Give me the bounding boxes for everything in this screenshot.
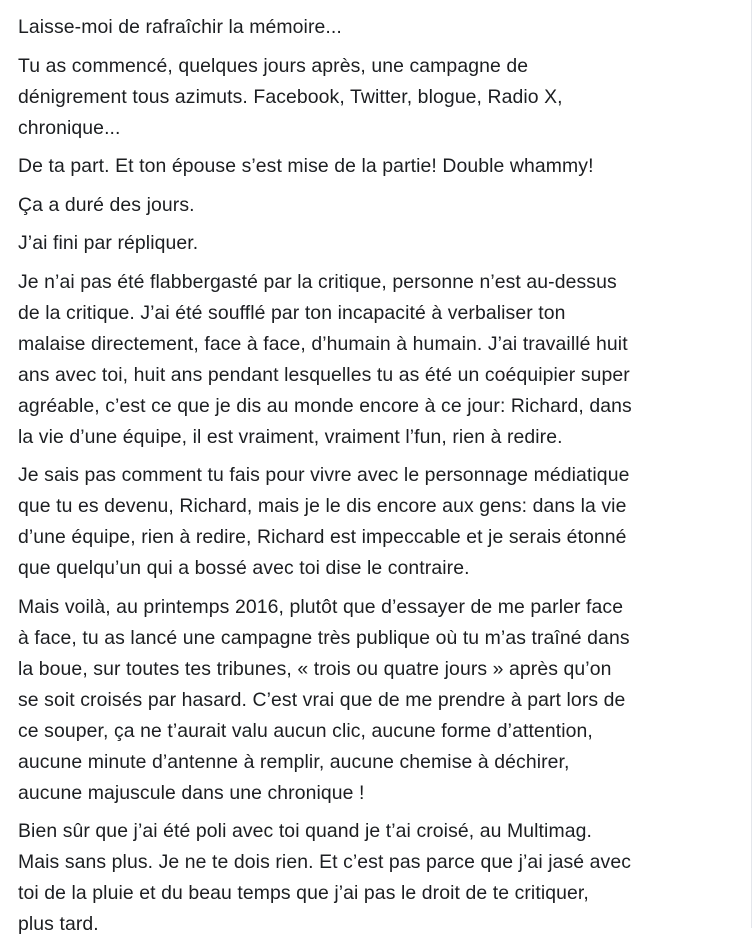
paragraph-6: Je n’ai pas été flabbergasté par la critique, personne n’est au-dessus de la critique. J’ai été soufflé par ton incapacité à verbaliser ton malaise directement, face à face, d’humain à humain. J’ai travaillé huit ans avec toi, huit ans pendant lesquelles tu as été un coéquipier super agréable, c’est ce que je dis au monde encore à ce jour: Richard, dans la vie d’une équipe, il est vraiment, vraiment l’fun, rien à redire. xyxy=(18,270,632,448)
paragraph-9: Bien sûr que j’ai été poli avec toi quand je t’ai croisé, au Multimag. Mais sans plus. Je ne te dois rien. Et c’est pas parce que j’ai jasé avec toi de la pluie et du beau temps que j’ai pas le droit de te critiquer, plus tard. xyxy=(18,820,632,935)
post-body xyxy=(18,12,738,948)
paragraph-2: Tu as commencé, quelques jours après, une campagne de dénigrement tous azimuts. Facebook, Twitter, blogue, Radio X, chronique... xyxy=(18,54,563,139)
paragraph-1: Laisse-moi de rafraîchir la mémoire... xyxy=(18,16,342,38)
paragraph-4: Ça a duré des jours. xyxy=(18,193,195,216)
paragraph-7: Je sais pas comment tu fais pour vivre avec le personnage médiatique que tu es devenu, Richard, mais je le dis encore aux gens: dans la vie d’une équipe, rien à redire, Richard est impeccable et je serais étonné que quelqu’un qui a bossé avec toi dise le contraire. xyxy=(18,464,630,579)
paragraph-8: Mais voilà, au printemps 2016, plutôt que d’essayer de me parler face à face, tu as lancé une campagne très publique où tu m’as traîné dans la boue, sur toutes tes tribunes, « trois ou quatre jours » après qu’on se soit croisés par hasard. C’est vrai que de me prendre à part lors de ce souper, ça ne t’aurait valu aucun clic, aucune forme d’attention, aucune minute d’antenne à remplir, aucune chemise à déchirer, aucune majuscule dans une chronique ! xyxy=(18,595,630,804)
paragraph-5: J’ai fini par répliquer. xyxy=(18,232,199,254)
paragraph-3: De ta part. Et ton épouse s’est mise de la partie! Double whammy! xyxy=(18,155,594,177)
